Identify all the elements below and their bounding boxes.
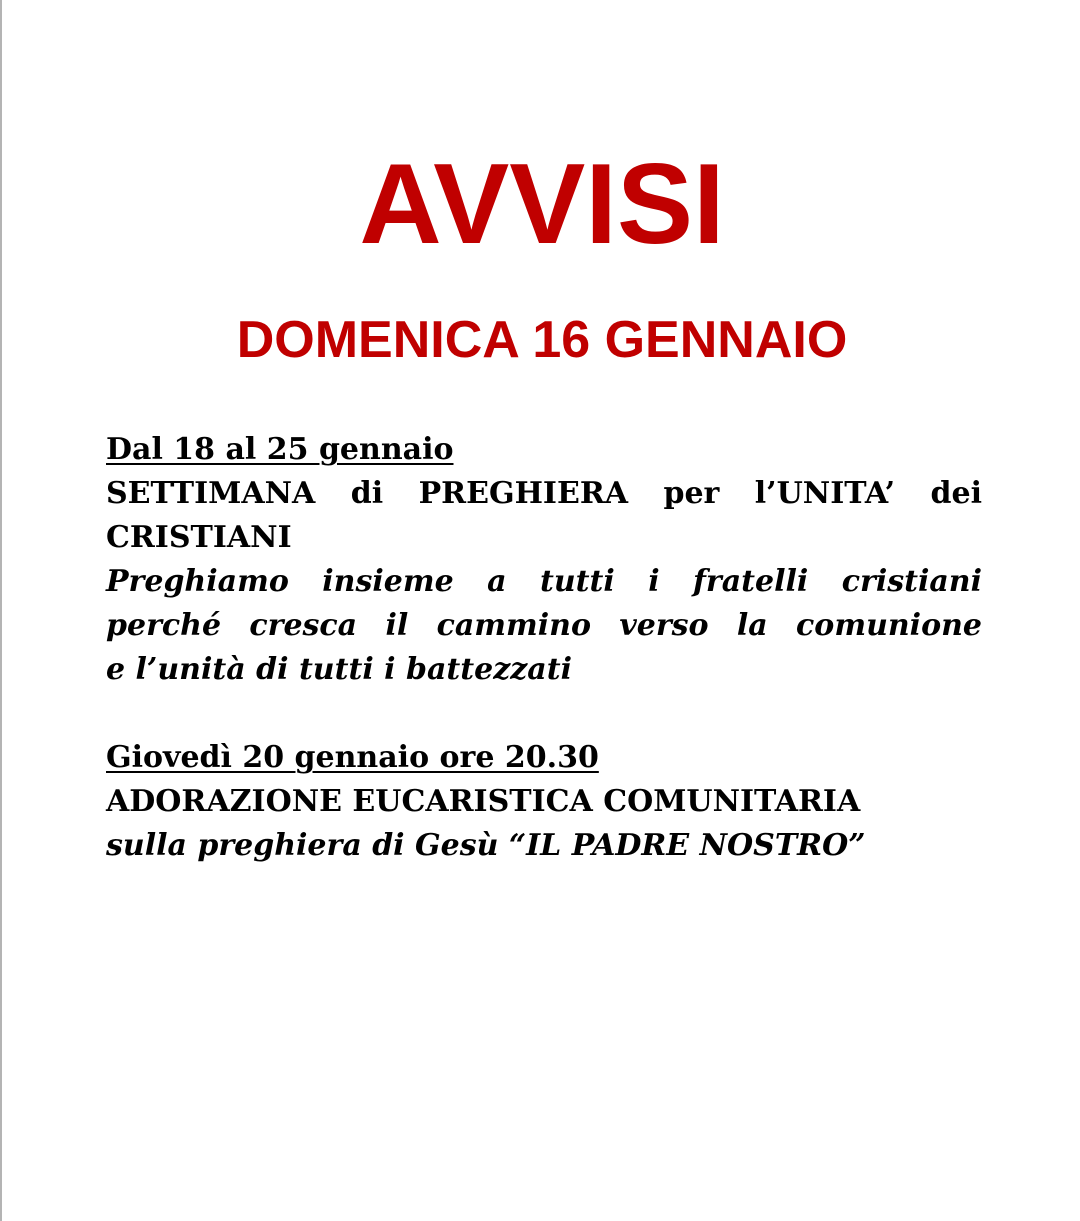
notice-date: Giovedì 20 gennaio ore 20.30 <box>106 740 599 775</box>
page-title: AVVISI <box>359 141 725 268</box>
notice-description: perché cresca il cammino verso la comunione <box>106 608 982 643</box>
notice-heading-continued: CRISTIANI <box>106 520 292 555</box>
page-subtitle-date: DOMENICA 16 GENNAIO <box>236 311 848 369</box>
notice-heading: SETTIMANA di PREGHIERA per l’UNITA’ dei <box>106 476 982 511</box>
notice-item <box>106 428 982 692</box>
notice-description: sulla preghiera di Gesù “IL PADRE NOSTRO” <box>106 828 866 863</box>
notice-date: Dal 18 al 25 gennaio <box>106 432 454 467</box>
notice-spacer <box>106 692 982 736</box>
notice-description: e l’unità di tutti i battezzati <box>106 652 572 687</box>
notice-description: Preghiamo insieme a tutti i fratelli cristiani <box>106 564 982 599</box>
notices-body <box>106 428 982 868</box>
notice-heading: ADORAZIONE EUCARISTICA COMUNITARIA <box>106 784 861 819</box>
notice-item <box>106 736 982 868</box>
